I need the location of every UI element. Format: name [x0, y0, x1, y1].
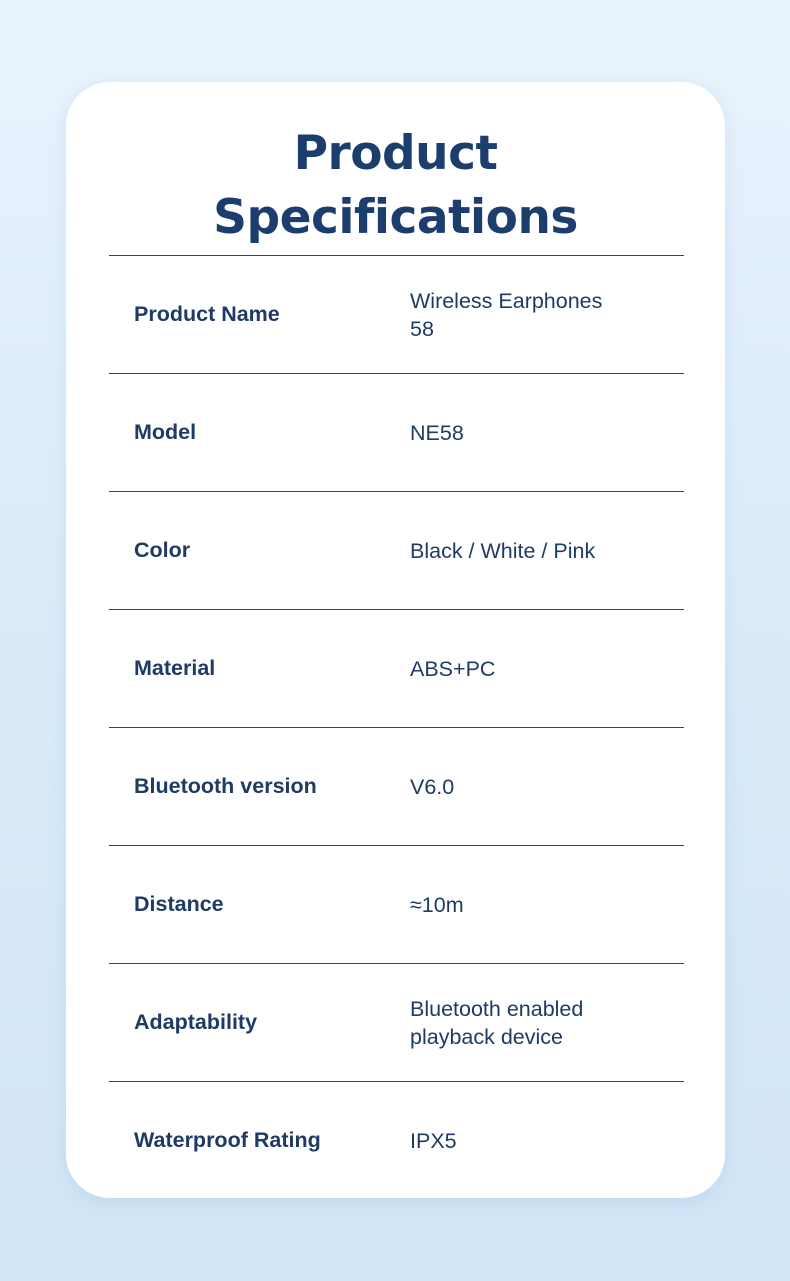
spec-row-waterproof-rating — [109, 1081, 684, 1199]
spec-value: ≈10m — [410, 892, 464, 917]
spec-value: ABS+PC — [410, 656, 496, 681]
spec-row-color — [109, 491, 684, 609]
spec-row-distance — [109, 845, 684, 963]
spec-label: Adaptability — [134, 1010, 258, 1034]
spec-label: Material — [134, 656, 216, 680]
spec-row-product-name — [109, 255, 684, 373]
spec-card — [66, 82, 725, 1198]
spec-value: IPX5 — [410, 1128, 457, 1153]
spec-row-bluetooth-version — [109, 727, 684, 845]
spec-value: V6.0 — [410, 774, 455, 799]
page-title — [66, 122, 725, 250]
title-line-1: Product — [293, 126, 498, 181]
spec-table — [109, 255, 684, 1199]
spec-label: Product Name — [134, 302, 280, 326]
title-line-2: Specifications — [213, 190, 578, 245]
spec-label: Bluetooth version — [134, 774, 317, 798]
spec-label: Distance — [134, 892, 224, 916]
spec-value: NE58 — [410, 420, 464, 445]
spec-label: Color — [134, 538, 191, 562]
spec-label: Model — [134, 420, 197, 444]
spec-value: Black / White / Pink — [410, 538, 596, 563]
spec-value: Bluetooth enabled playback device — [410, 996, 584, 1049]
spec-row-material — [109, 609, 684, 727]
spec-label: Waterproof Rating — [134, 1128, 321, 1152]
spec-row-adaptability — [109, 963, 684, 1081]
spec-row-model — [109, 373, 684, 491]
spec-value: Wireless Earphones 58 — [410, 288, 603, 341]
